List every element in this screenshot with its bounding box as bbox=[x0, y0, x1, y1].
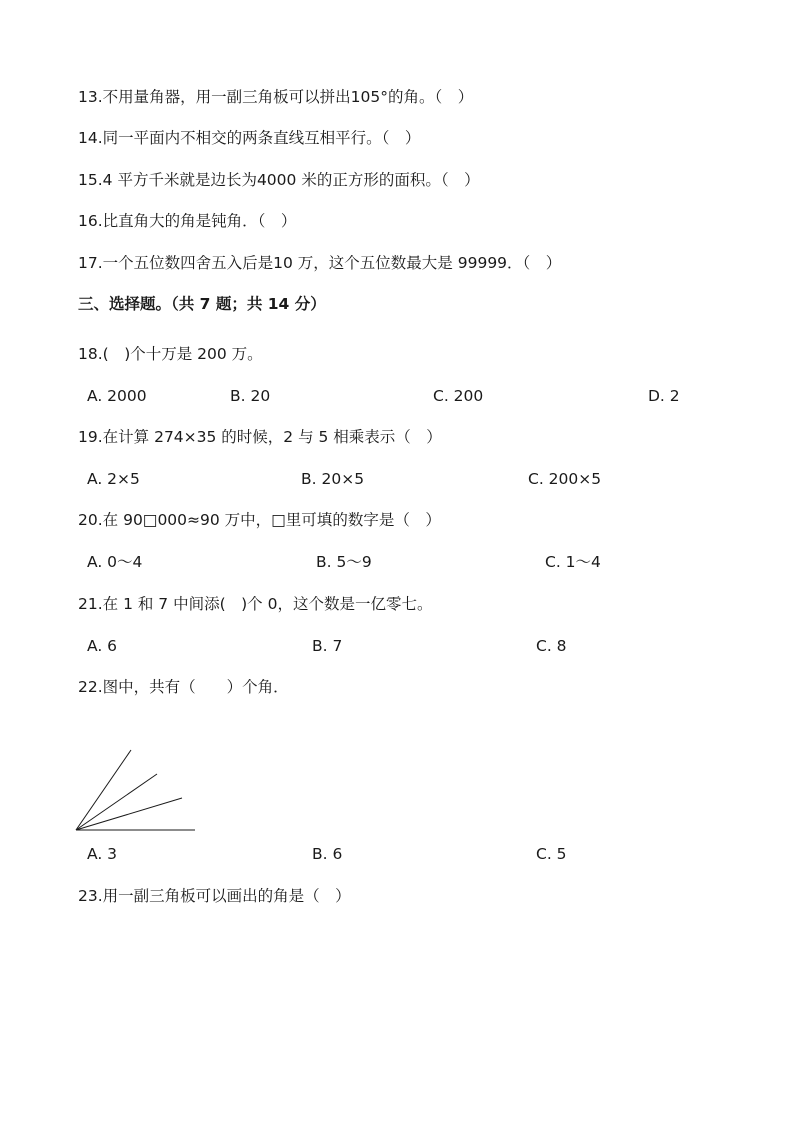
ray-3 bbox=[76, 750, 131, 830]
question-13: 13.不用量角器，用一副三角板可以拼出105°的角。（ ） bbox=[78, 88, 474, 106]
ray-1 bbox=[76, 798, 182, 830]
option-19-b: B. 20×5 bbox=[301, 470, 365, 488]
option-18-b: B. 20 bbox=[230, 387, 271, 405]
question-20: 20.在 90□000≈90 万中，□里可填的数字是（ ） bbox=[78, 511, 441, 529]
question-22: 22.图中，共有（ ）个角． bbox=[78, 678, 289, 696]
question-18: 18.( )个十万是 200 万。 bbox=[78, 345, 263, 363]
option-18-c: C. 200 bbox=[433, 387, 484, 405]
option-21-a: A. 6 bbox=[87, 637, 118, 655]
question-23: 23.用一副三角板可以画出的角是（ ） bbox=[78, 887, 351, 905]
option-20-a: A. 0～4 bbox=[87, 553, 143, 571]
option-22-a: A. 3 bbox=[87, 845, 118, 863]
question-15: 15.4 平方千米就是边长为4000 米的正方形的面积。（ ） bbox=[78, 171, 480, 189]
option-19-a: A. 2×5 bbox=[87, 470, 140, 488]
section-heading: 三、选择题。（共 7 题；共 14 分） bbox=[78, 295, 326, 313]
question-14: 14.同一平面内不相交的两条直线互相平行。（ ） bbox=[78, 129, 421, 147]
option-20-c: C. 1～4 bbox=[545, 553, 601, 571]
option-21-b: B. 7 bbox=[312, 637, 343, 655]
ray-2 bbox=[76, 774, 157, 830]
option-21-c: C. 8 bbox=[536, 637, 567, 655]
option-19-c: C. 200×5 bbox=[528, 470, 602, 488]
option-20-b: B. 5～9 bbox=[316, 553, 372, 571]
option-22-b: B. 6 bbox=[312, 845, 343, 863]
question-17: 17.一个五位数四舍五入后是10 万，这个五位数最大是 99999．（ ） bbox=[78, 254, 562, 272]
question-21: 21.在 1 和 7 中间添( )个 0，这个数是一亿零七。 bbox=[78, 595, 433, 613]
option-18-d: D. 2 bbox=[648, 387, 680, 405]
option-18-a: A. 2000 bbox=[87, 387, 147, 405]
option-22-c: C. 5 bbox=[536, 845, 567, 863]
question-16: 16.比直角大的角是钝角．（ ） bbox=[78, 212, 297, 230]
question-19: 19.在计算 274×35 的时候，2 与 5 相乘表示（ ） bbox=[78, 428, 442, 446]
